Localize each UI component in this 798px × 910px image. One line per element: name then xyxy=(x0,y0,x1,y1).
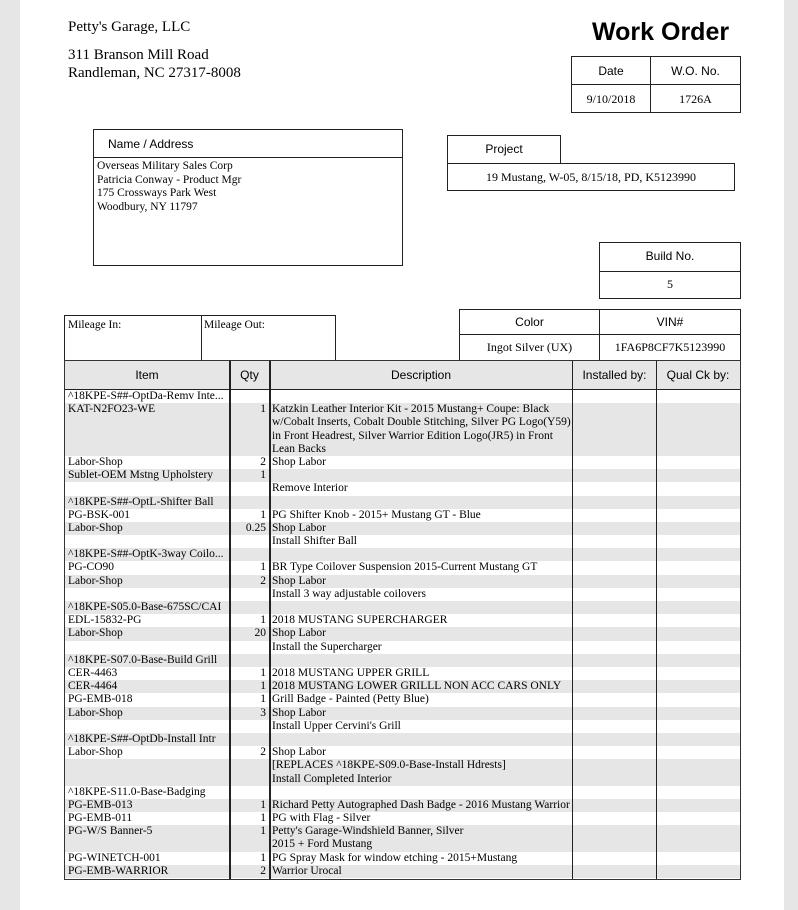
row-description xyxy=(272,759,570,785)
document-title: Work Order xyxy=(592,18,730,46)
date-label: Date xyxy=(598,64,624,78)
description-line: Install Completed Interior xyxy=(272,772,392,785)
row-qty: 2 xyxy=(260,574,266,587)
row-qty: 1 xyxy=(260,693,266,706)
name-address-label: Name / Address xyxy=(108,137,194,151)
description-line: Warrior Urocal xyxy=(272,864,342,877)
header-qual-ck-by: Qual Ck by: xyxy=(666,368,730,382)
table-row xyxy=(65,614,740,627)
row-item: Labor-Shop xyxy=(68,706,123,719)
table-row xyxy=(65,654,740,667)
description-line: Install Shifter Ball xyxy=(272,535,357,548)
row-description xyxy=(272,588,570,601)
row-qty: 1 xyxy=(260,825,266,838)
table-row xyxy=(65,456,740,469)
description-line: Shop Labor xyxy=(272,706,326,719)
row-qty: 1 xyxy=(260,851,266,864)
description-line: Shop Labor xyxy=(272,574,326,587)
row-item: KAT-N2FO23-WE xyxy=(68,403,156,416)
build-number-label: Build No. xyxy=(600,243,740,272)
row-item: ^18KPE-S11.0-Base-Badging xyxy=(68,785,206,798)
description-line: 2018 MUSTANG SUPERCHARGER xyxy=(272,614,448,627)
table-row xyxy=(65,403,740,456)
column-divider xyxy=(269,361,271,879)
row-description xyxy=(272,667,570,680)
row-description xyxy=(272,482,570,495)
description-line: Install the Supercharger xyxy=(272,640,382,653)
header-item: Item xyxy=(135,368,159,382)
table-row xyxy=(65,548,740,561)
description-line: [REPLACES ^18KPE-S09.0-Base-Install Hdrests] xyxy=(272,759,506,772)
table-row xyxy=(65,667,740,680)
header-installed-by: Installed by: xyxy=(582,368,647,382)
mileage-box xyxy=(64,315,336,361)
description-line: Shop Labor xyxy=(272,521,326,534)
row-description xyxy=(272,627,570,640)
row-qty: 1 xyxy=(260,680,266,693)
date-value: 9/10/2018 xyxy=(586,92,636,106)
row-qty: 1 xyxy=(260,614,266,627)
row-item: PG-EMB-WARRIOR xyxy=(68,864,169,877)
description-line: w/Cobalt Inserts, Cobalt Double Stitching, Silver PG Logo(Y59) xyxy=(272,416,571,429)
table-row xyxy=(65,733,740,746)
company-address-line1: 311 Branson Mill Road xyxy=(68,47,209,63)
table-row xyxy=(65,627,740,640)
description-line: Grill Badge - Painted (Petty Blue) xyxy=(272,693,429,706)
description-line: Remove Interior xyxy=(272,482,348,495)
description-line: Shop Labor xyxy=(272,455,326,468)
row-description xyxy=(272,799,570,812)
description-line: Install 3 way adjustable coilovers xyxy=(272,587,426,600)
table-row xyxy=(65,852,740,865)
row-item: Sublet-OEM Mstng Upholstery xyxy=(68,469,214,482)
table-row xyxy=(65,825,740,851)
row-item: Labor-Shop xyxy=(68,746,123,759)
description-line: Katzkin Leather Interior Kit - 2015 Mustang+ Coupe: Black xyxy=(272,403,550,416)
row-description xyxy=(272,535,570,548)
project-value: 19 Mustang, W-05, 8/15/18, PD, K5123990 xyxy=(447,163,735,191)
color-value: Ingot Silver (UX) xyxy=(486,340,573,354)
row-qty: 1 xyxy=(260,469,266,482)
row-qty: 2 xyxy=(260,455,266,468)
row-description xyxy=(272,561,570,574)
description-line: in Front Headrest, Silver Warrior Edition Logo(JR5) in Front xyxy=(272,429,553,442)
name-address-header xyxy=(94,130,402,158)
row-description xyxy=(272,614,570,627)
color-label: Color xyxy=(515,315,544,329)
description-line: PG Spray Mask for window etching - 2015+Mustang xyxy=(272,851,518,864)
row-description xyxy=(272,852,570,865)
color-vin-box xyxy=(459,309,741,361)
row-item: ^18KPE-S##-OptDa-Remv Inte... xyxy=(68,390,224,402)
name-address-box xyxy=(93,129,403,266)
column-divider xyxy=(572,361,573,879)
description-line: PG Shifter Knob - 2015+ Mustang GT - Blue xyxy=(272,508,481,521)
table-row xyxy=(65,588,740,601)
build-number-box xyxy=(599,242,741,299)
row-item: EDL-15832-PG xyxy=(68,614,142,627)
row-item: PG-EMB-011 xyxy=(68,812,133,825)
row-item: ^18KPE-S##-OptK-3way Coilo... xyxy=(68,548,224,561)
row-qty: 1 xyxy=(260,798,266,811)
description-line: 2018 MUSTANG UPPER GRILL xyxy=(272,666,430,679)
row-item: Labor-Shop xyxy=(68,627,123,640)
table-row xyxy=(65,535,740,548)
row-qty: 1 xyxy=(260,403,266,416)
column-divider xyxy=(656,361,657,879)
row-description xyxy=(272,456,570,469)
row-description xyxy=(272,575,570,588)
date-wo-box xyxy=(571,56,741,113)
column-divider xyxy=(229,361,231,879)
table-row xyxy=(65,693,740,706)
row-qty: 1 xyxy=(260,666,266,679)
table-row xyxy=(65,865,740,878)
description-line: Shop Labor xyxy=(272,627,326,640)
address-line: Woodbury, NY 11797 xyxy=(97,201,198,214)
address-line: Patricia Conway - Product Mgr xyxy=(97,173,242,186)
table-row xyxy=(65,786,740,799)
row-description xyxy=(272,509,570,522)
table-row xyxy=(65,575,740,588)
row-description xyxy=(272,680,570,693)
description-line: PG with Flag - Silver xyxy=(272,812,371,825)
row-qty: 1 xyxy=(260,812,266,825)
address-line: Overseas Military Sales Corp xyxy=(97,160,233,172)
company-address-line2: Randleman, NC 27317-8008 xyxy=(68,65,241,81)
row-description xyxy=(272,720,570,733)
row-qty: 0.25 xyxy=(245,521,266,534)
row-item: PG-BSK-001 xyxy=(68,508,130,521)
table-row xyxy=(65,469,740,482)
header-description: Description xyxy=(390,368,452,382)
wo-number-value: 1726A xyxy=(650,85,740,112)
mileage-in-label: Mileage In: xyxy=(68,319,122,331)
address-line: 175 Crossways Park West xyxy=(97,187,217,200)
description-line: Petty's Garage-Windshield Banner, Silver xyxy=(272,825,464,838)
row-description xyxy=(272,825,570,851)
mileage-out-cell xyxy=(201,316,335,360)
mileage-out-label: Mileage Out: xyxy=(204,319,265,331)
row-qty: 2 xyxy=(260,864,266,877)
row-item: PG-EMB-018 xyxy=(68,693,133,706)
table-row xyxy=(65,561,740,574)
vin-label: VIN# xyxy=(656,315,684,329)
description-line: Richard Petty Autographed Dash Badge - 2016 Mustang Warrior xyxy=(272,798,570,811)
description-line: Shop Labor xyxy=(272,746,326,759)
row-item: ^18KPE-S##-OptDb-Install Intr xyxy=(68,732,216,745)
description-line: 2018 MUSTANG LOWER GRILLL NON ACC CARS ONLY xyxy=(272,680,562,693)
description-line: Lean Backs xyxy=(272,442,326,455)
table-row xyxy=(65,601,740,614)
row-item: ^18KPE-S##-OptL-Shifter Ball xyxy=(68,495,214,508)
row-description xyxy=(272,641,570,654)
table-row xyxy=(65,720,740,733)
row-item: PG-W/S Banner-5 xyxy=(68,825,153,838)
row-qty: 1 xyxy=(260,561,266,574)
table-row xyxy=(65,759,740,785)
table-body xyxy=(65,390,740,878)
row-description xyxy=(272,522,570,535)
row-qty: 3 xyxy=(260,706,266,719)
table-row xyxy=(65,799,740,812)
row-item: ^18KPE-S05.0-Base-675SC/CAI xyxy=(68,601,222,614)
table-row xyxy=(65,390,740,403)
row-qty: 2 xyxy=(260,746,266,759)
table-row xyxy=(65,707,740,720)
items-table xyxy=(64,360,741,880)
build-number-value: 5 xyxy=(667,277,673,291)
row-qty: 20 xyxy=(254,627,266,640)
row-item: PG-WINETCH-001 xyxy=(68,851,161,864)
project-label: Project xyxy=(447,135,561,164)
table-row xyxy=(65,746,740,759)
table-row xyxy=(65,680,740,693)
mileage-in-cell xyxy=(65,316,202,360)
table-header xyxy=(65,361,740,390)
row-qty: 1 xyxy=(260,508,266,521)
table-row xyxy=(65,522,740,535)
wo-number-label: W.O. No. xyxy=(650,57,740,85)
row-item: CER-4464 xyxy=(68,680,118,693)
table-row xyxy=(65,509,740,522)
row-item: Labor-Shop xyxy=(68,455,123,468)
description-line: 2015 + Ford Mustang xyxy=(272,838,373,851)
row-description xyxy=(272,403,570,456)
description-line: BR Type Coilover Suspension 2015-Current Mustang GT xyxy=(272,561,538,574)
header-qty: Qty xyxy=(240,368,259,382)
row-item: CER-4463 xyxy=(68,666,118,679)
table-row xyxy=(65,496,740,509)
name-address-lines xyxy=(97,160,241,215)
row-description xyxy=(272,865,570,878)
company-name: Petty's Garage, LLC xyxy=(68,19,191,35)
row-description xyxy=(272,812,570,825)
row-item: Labor-Shop xyxy=(68,574,123,587)
row-description xyxy=(272,707,570,720)
row-item: ^18KPE-S07.0-Base-Build Grill xyxy=(68,653,218,666)
row-description xyxy=(272,693,570,706)
row-item: Labor-Shop xyxy=(68,521,123,534)
table-row xyxy=(65,482,740,495)
row-item: PG-CO90 xyxy=(68,561,115,574)
description-line: Install Upper Cervini's Grill xyxy=(272,719,401,732)
row-description xyxy=(272,746,570,759)
row-item: PG-EMB-013 xyxy=(68,798,133,811)
table-row xyxy=(65,641,740,654)
table-row xyxy=(65,812,740,825)
vin-value: 1FA6P8CF7K5123990 xyxy=(614,340,726,354)
